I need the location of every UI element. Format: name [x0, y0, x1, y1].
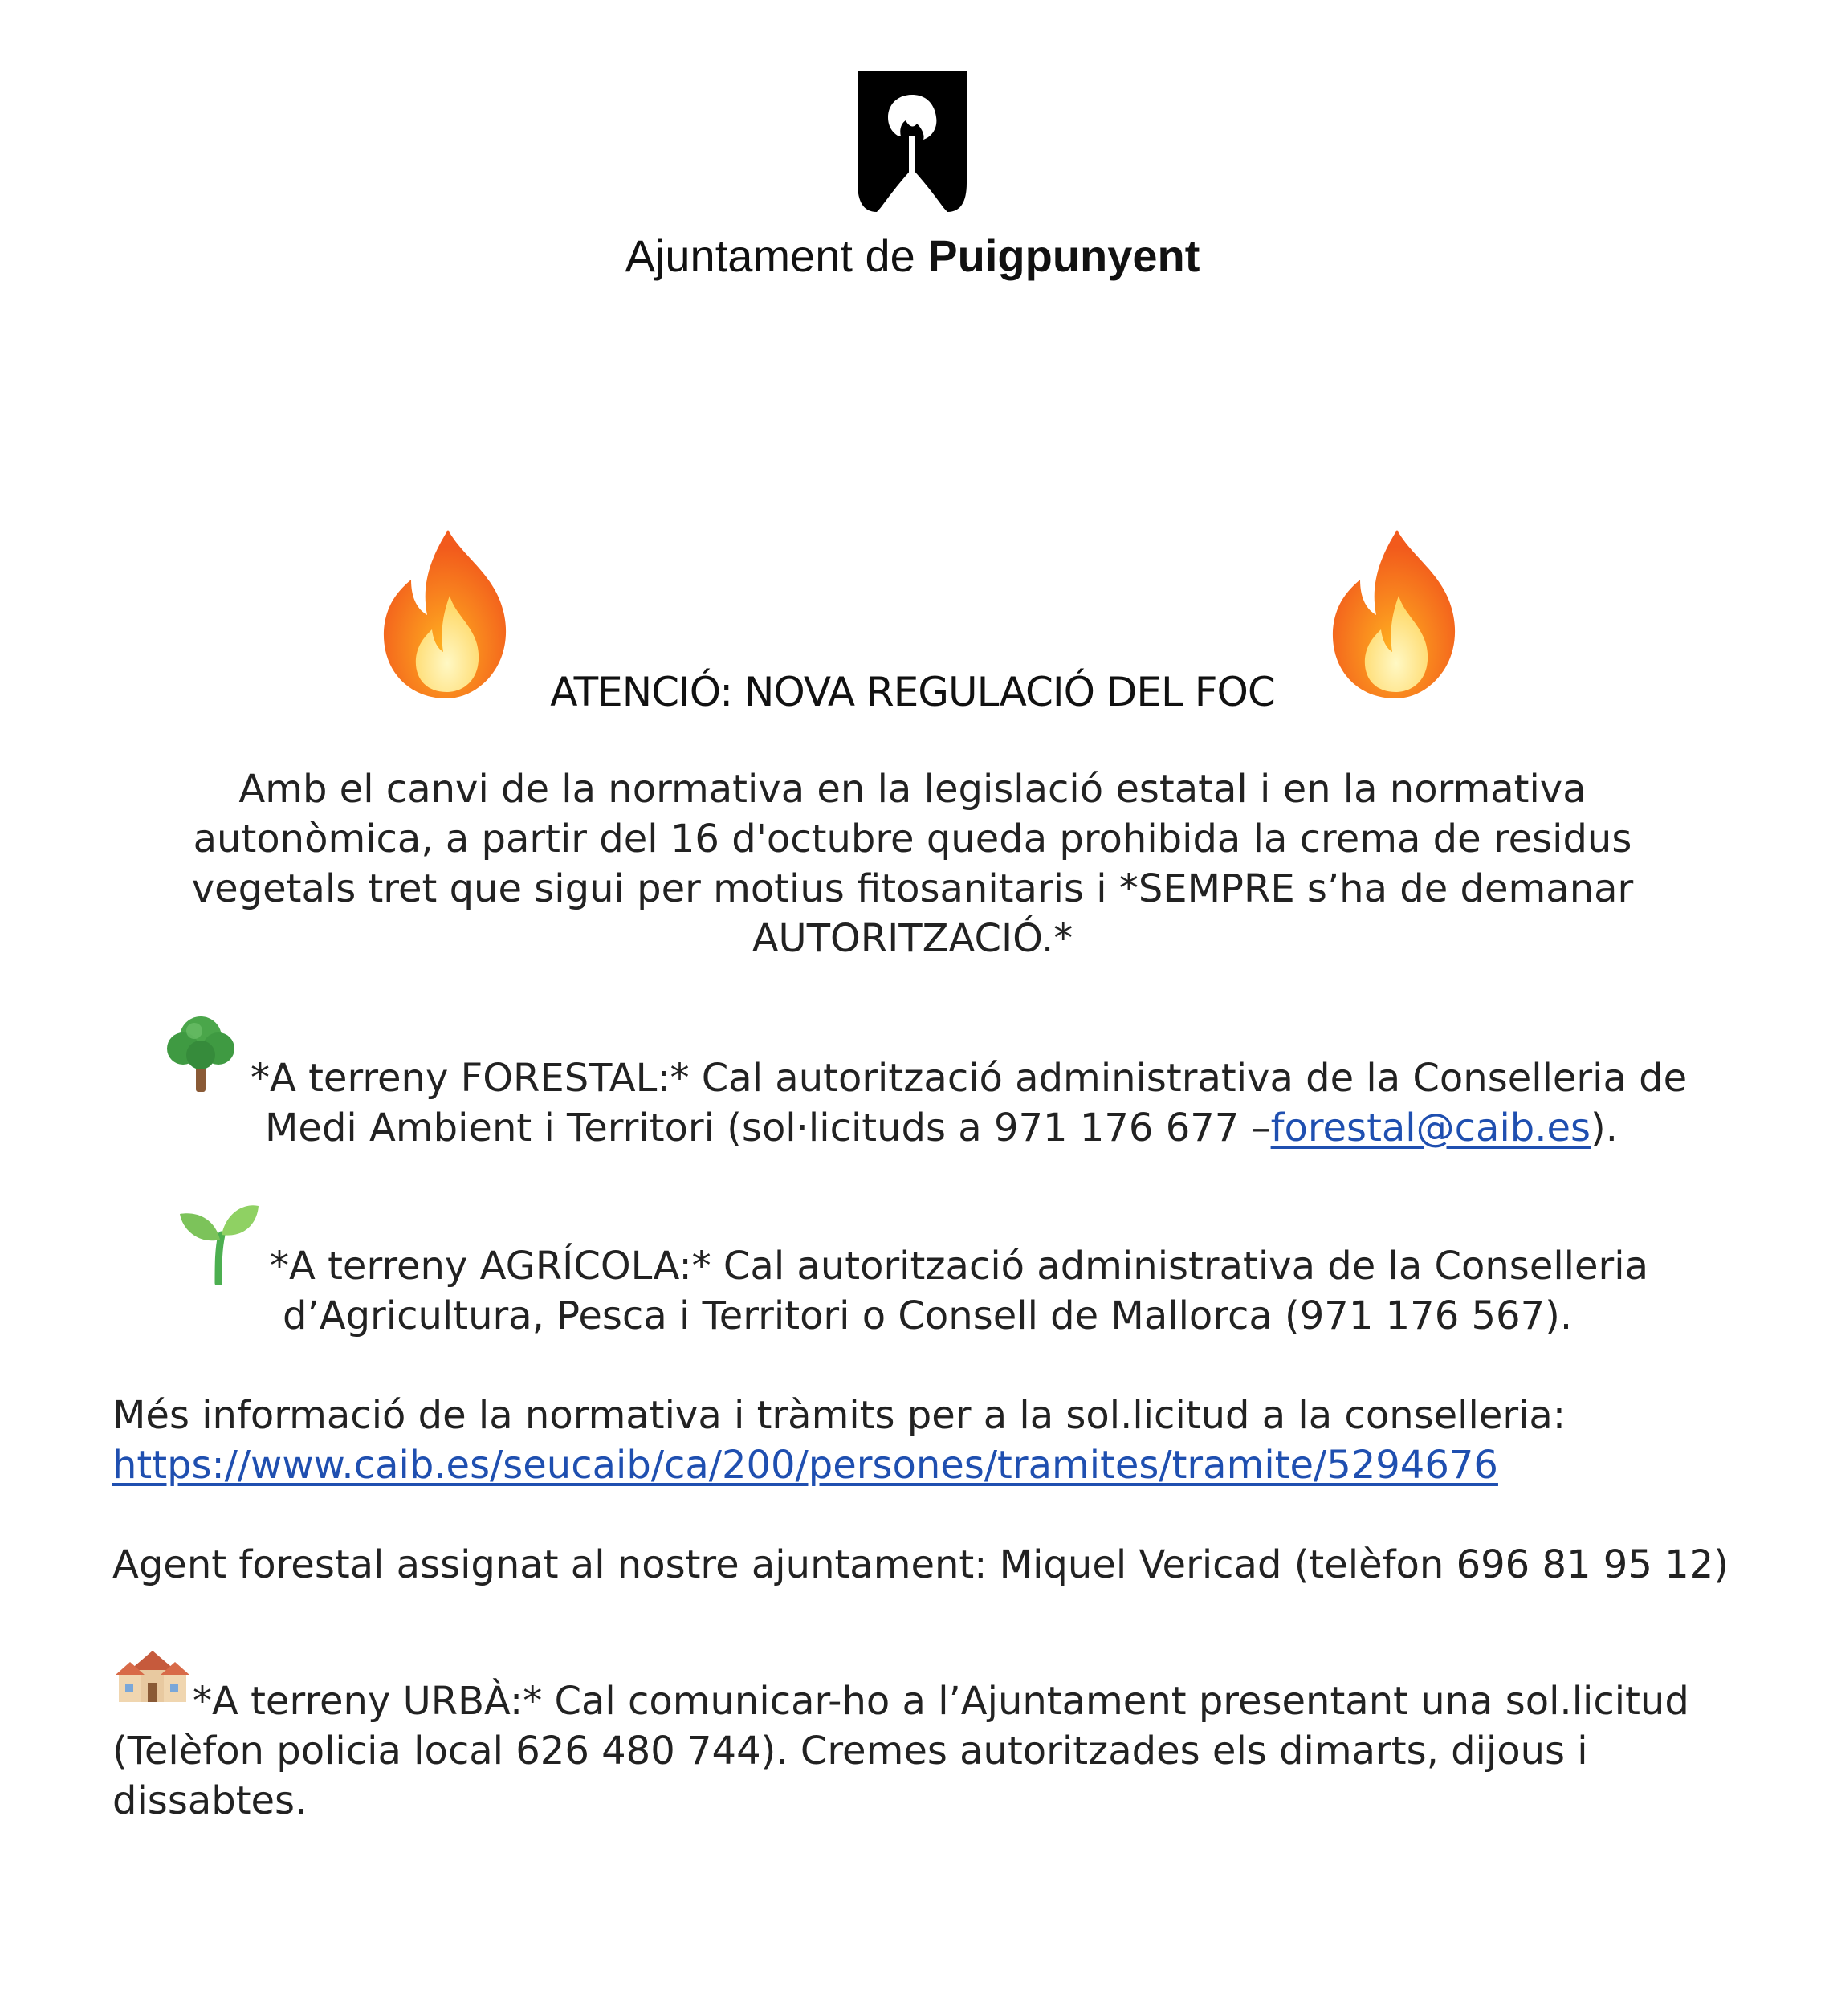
notice-title: ATENCIÓ: NOVA REGULACIÓ DEL FOC: [550, 669, 1275, 715]
urba-line: *A terreny URBÀ:* Cal comunicar-ho a l’Ajuntament presentant una sol.licitud: [193, 1679, 1689, 1724]
houses-icon: [114, 1647, 191, 1705]
forest-agent-text: Agent forestal assignat al nostre ajuntament: Miquel Vericad (telèfon 696 81 95 12): [112, 1542, 1729, 1587]
intro-line: Amb el canvi de la normativa en la legislació estatal i en la normativa: [238, 767, 1587, 812]
organization-name: [0, 228, 1825, 284]
sprout-icon: [177, 1199, 260, 1285]
organization-town: Puigpunyent: [927, 230, 1200, 281]
organization-prefix: Ajuntament de: [625, 230, 928, 281]
tree-icon: [162, 1013, 239, 1094]
forestal-suffix: ).: [1591, 1106, 1619, 1151]
intro-line: autonòmica, a partir del 16 d'octubre queda prohibida la crema de residus: [193, 817, 1632, 861]
urba-line: dissabtes.: [112, 1778, 308, 1823]
tree-shield-icon: [858, 71, 967, 212]
agricola-line: *A terreny AGRÍCOLA:* Cal autorització administrativa de la Conselleria: [270, 1244, 1649, 1289]
more-info-link-line: [112, 1440, 1498, 1490]
forestal-line: [265, 1103, 1618, 1153]
forestal-line: *A terreny FORESTAL:* Cal autorització administrativa de la Conselleria de: [251, 1056, 1688, 1101]
forestal-contact: Medi Ambient i Territori (sol·licituds a 971 176 677 –: [265, 1106, 1271, 1151]
more-info-text: Més informació de la normativa i tràmits per a la sol.licitud a la conselleria:: [112, 1393, 1566, 1438]
agricola-line: d’Agricultura, Pesca i Territori o Consell de Mallorca (971 176 567).: [283, 1293, 1573, 1338]
intro-line: vegetals tret que sigui per motius fitosanitaris i *SEMPRE s’ha de demanar: [191, 866, 1634, 911]
forestal-email-link[interactable]: forestal@caib.es: [1270, 1106, 1591, 1151]
intro-line: AUTORITZACIÓ.*: [752, 916, 1073, 961]
urba-line: (Telèfon policia local 626 480 744). Cremes autoritzades els dimarts, dijous i: [112, 1729, 1588, 1774]
caib-procedure-link[interactable]: https://www.caib.es/seucaib/ca/200/persones/tramites/tramite/5294676: [112, 1443, 1498, 1488]
